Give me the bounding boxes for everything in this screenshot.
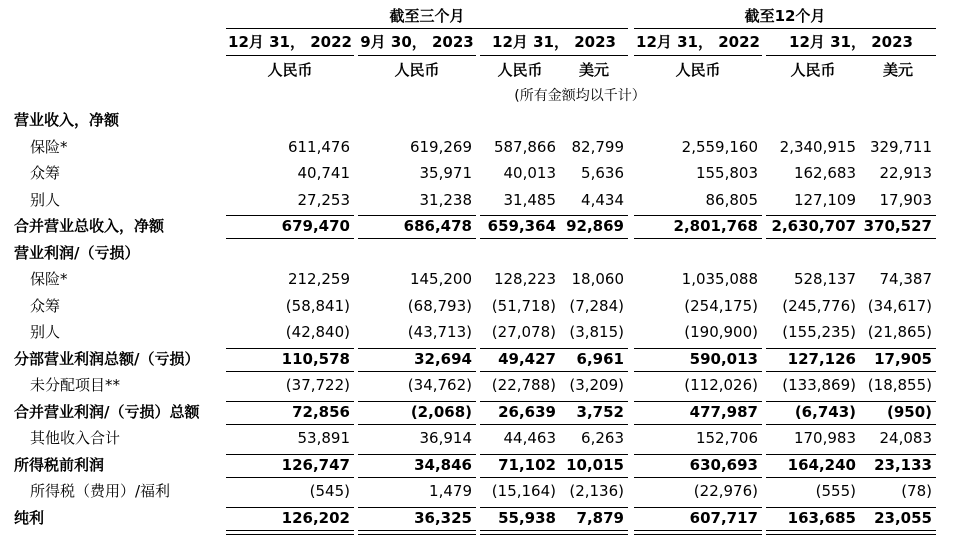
value-cell: 2,801,768 <box>673 217 758 235</box>
value-cell: 164,240 <box>787 455 856 474</box>
total-rule <box>480 238 560 239</box>
total-rule <box>480 477 560 478</box>
value-cell: (3,815) <box>569 323 624 341</box>
value-cell: 630,693 <box>689 455 758 474</box>
total-rule <box>560 424 628 425</box>
value-cell: (155,235) <box>782 323 856 341</box>
group-header-rule <box>634 28 936 29</box>
value-cell: (42,840) <box>285 323 350 341</box>
total-rule <box>560 401 628 402</box>
value-cell: 6,961 <box>576 349 624 368</box>
total-rule <box>226 424 354 425</box>
value-cell: 212,259 <box>287 270 350 288</box>
value-cell: 53,891 <box>297 429 350 447</box>
value-cell: 23,055 <box>874 508 932 527</box>
value-cell: 6,263 <box>581 429 624 447</box>
value-cell: (22,788) <box>491 376 556 394</box>
total-rule <box>358 348 476 349</box>
row-label: 众筹 <box>30 164 61 182</box>
total-rule <box>634 454 762 455</box>
total-rule <box>358 477 476 478</box>
double-total-rule <box>560 530 628 535</box>
value-cell: 27,253 <box>297 190 350 209</box>
double-total-rule <box>860 530 936 535</box>
total-rule <box>480 507 560 508</box>
total-rule <box>860 507 936 508</box>
value-cell: (190,900) <box>684 323 758 341</box>
value-cell: 587,866 <box>493 137 556 156</box>
row-label: 所得税前利润 <box>14 455 105 474</box>
value-cell: (22,976) <box>693 482 758 500</box>
value-cell: 110,578 <box>281 349 350 368</box>
total-rule <box>560 454 628 455</box>
value-cell: 162,683 <box>793 164 856 182</box>
value-cell: 49,427 <box>498 349 556 368</box>
value-cell: 17,905 <box>874 349 932 368</box>
row-label: 别人 <box>30 190 61 209</box>
total-rule <box>766 215 860 216</box>
value-cell: (555) <box>815 482 856 500</box>
total-rule <box>358 454 476 455</box>
date-header: 12月 31， 2023 <box>789 33 913 51</box>
total-rule <box>480 215 560 216</box>
total-rule <box>560 348 628 349</box>
currency-header: 人民币 <box>675 61 721 79</box>
total-rule <box>860 401 936 402</box>
total-rule <box>480 348 560 349</box>
value-cell: 31,238 <box>419 190 472 209</box>
total-rule <box>634 215 762 216</box>
total-rule <box>358 401 476 402</box>
total-rule <box>634 238 762 239</box>
value-cell: (6,743) <box>794 402 856 421</box>
value-cell: 686,478 <box>403 217 472 235</box>
total-rule <box>860 348 936 349</box>
value-cell: 71,102 <box>498 455 556 474</box>
value-cell: 32,694 <box>414 349 472 368</box>
value-cell: 22,913 <box>879 164 932 182</box>
total-rule <box>766 401 860 402</box>
value-cell: 26,639 <box>498 402 556 421</box>
value-cell: (245,776) <box>782 296 856 315</box>
total-rule <box>358 424 476 425</box>
value-cell: 74,387 <box>879 270 932 288</box>
value-cell: 528,137 <box>793 270 856 288</box>
value-cell: 1,479 <box>429 482 472 500</box>
total-rule <box>358 238 476 239</box>
value-cell: (27,078) <box>491 323 556 341</box>
value-cell: 329,711 <box>869 137 932 156</box>
value-cell: 155,803 <box>695 164 758 182</box>
currency-header: 美元 <box>882 61 913 79</box>
total-rule <box>480 454 560 455</box>
value-cell: 24,083 <box>879 429 932 447</box>
value-cell: 82,799 <box>571 137 624 156</box>
value-cell: 18,060 <box>571 270 624 288</box>
double-total-rule <box>480 530 560 535</box>
value-cell: 31,485 <box>503 190 556 209</box>
value-cell: (133,869) <box>782 376 856 394</box>
double-total-rule <box>766 530 860 535</box>
row-label: 众筹 <box>30 296 61 315</box>
total-rule <box>226 477 354 478</box>
value-cell: (15,164) <box>491 482 556 500</box>
total-rule <box>358 215 476 216</box>
double-total-rule <box>358 530 476 535</box>
total-rule <box>766 348 860 349</box>
value-cell: 40,741 <box>297 164 350 182</box>
total-rule <box>560 371 628 372</box>
row-label: 合并营业利润/（亏损）总额 <box>14 402 200 421</box>
date-header-rule <box>358 55 476 56</box>
value-cell: 35,971 <box>419 164 472 182</box>
date-header-rule <box>634 55 762 56</box>
total-rule <box>226 507 354 508</box>
total-rule <box>560 238 628 239</box>
total-rule <box>860 371 936 372</box>
total-rule <box>766 507 860 508</box>
total-rule <box>634 424 762 425</box>
value-cell: 36,914 <box>419 429 472 447</box>
total-rule <box>860 215 936 216</box>
total-rule <box>560 507 628 508</box>
group-header-rule <box>226 28 628 29</box>
value-cell: (51,718) <box>491 296 556 315</box>
row-label: 营业收入，净额 <box>14 111 120 129</box>
row-label: 合并营业总收入，净额 <box>14 217 165 235</box>
total-rule <box>226 215 354 216</box>
value-cell: 163,685 <box>787 508 856 527</box>
value-cell: 44,463 <box>503 429 556 447</box>
value-cell: (254,175) <box>684 296 758 315</box>
value-cell: 72,856 <box>292 402 350 421</box>
value-cell: 1,035,088 <box>681 270 758 288</box>
row-label: 纯利 <box>14 508 45 527</box>
value-cell: 40,013 <box>503 164 556 182</box>
value-cell: 370,527 <box>863 217 932 235</box>
value-cell: 127,126 <box>787 349 856 368</box>
value-cell: (545) <box>309 482 350 500</box>
row-label: 保险* <box>30 137 68 156</box>
date-header-rule <box>480 55 628 56</box>
double-total-rule <box>634 530 762 535</box>
total-rule <box>358 371 476 372</box>
row-label: 别人 <box>30 323 61 341</box>
value-cell: (37,722) <box>285 376 350 394</box>
amount-units-note: (所有金额均以千计） <box>514 88 646 104</box>
row-label: 分部营业利润总额/（亏损） <box>14 349 200 368</box>
total-rule <box>226 454 354 455</box>
value-cell: 128,223 <box>493 270 556 288</box>
value-cell: 126,202 <box>281 508 350 527</box>
value-cell: (21,865) <box>867 323 932 341</box>
currency-header: 人民币 <box>267 61 313 79</box>
value-cell: 607,717 <box>689 508 758 527</box>
date-header: 12月 31， 2023 <box>492 33 616 51</box>
twelve-month-group-header: 截至12个月 <box>744 7 826 25</box>
total-rule <box>226 401 354 402</box>
value-cell: 170,983 <box>793 429 856 447</box>
value-cell: (950) <box>886 402 932 421</box>
value-cell: 23,133 <box>874 455 932 474</box>
value-cell: 17,903 <box>879 190 932 209</box>
date-header-rule <box>226 55 354 56</box>
value-cell: 86,805 <box>705 190 758 209</box>
value-cell: 2,630,707 <box>771 217 856 235</box>
three-month-group-header: 截至三个月 <box>389 7 465 25</box>
date-header-rule <box>766 55 936 56</box>
value-cell: 477,987 <box>689 402 758 421</box>
total-rule <box>860 477 936 478</box>
total-rule <box>634 507 762 508</box>
value-cell: (43,713) <box>407 323 472 341</box>
value-cell: (58,841) <box>285 296 350 315</box>
total-rule <box>766 477 860 478</box>
total-rule <box>634 348 762 349</box>
total-rule <box>766 371 860 372</box>
total-rule <box>560 215 628 216</box>
row-label: 其他收入合计 <box>30 429 121 447</box>
total-rule <box>634 401 762 402</box>
total-rule <box>860 238 936 239</box>
total-rule <box>480 424 560 425</box>
value-cell: 611,476 <box>287 137 350 156</box>
value-cell: (34,617) <box>867 296 932 315</box>
double-total-rule <box>226 530 354 535</box>
total-rule <box>480 401 560 402</box>
value-cell: (34,762) <box>407 376 472 394</box>
value-cell: 34,846 <box>414 455 472 474</box>
row-label: 未分配项目** <box>30 376 121 394</box>
total-rule <box>226 238 354 239</box>
currency-header: 美元 <box>578 61 609 79</box>
value-cell: 10,015 <box>566 455 624 474</box>
currency-header: 人民币 <box>394 61 440 79</box>
total-rule <box>560 477 628 478</box>
date-header: 12月 31， 2022 <box>636 33 760 51</box>
row-label: 保险* <box>30 270 68 288</box>
value-cell: (68,793) <box>407 296 472 315</box>
value-cell: (78) <box>901 482 932 500</box>
row-label: 营业利润/（亏损） <box>14 243 140 262</box>
total-rule <box>860 454 936 455</box>
total-rule <box>480 371 560 372</box>
value-cell: 679,470 <box>281 217 350 235</box>
value-cell: 659,364 <box>487 217 556 235</box>
total-rule <box>766 424 860 425</box>
total-rule <box>226 348 354 349</box>
total-rule <box>226 371 354 372</box>
value-cell: (3,209) <box>569 376 624 394</box>
value-cell: 55,938 <box>498 508 556 527</box>
date-header: 12月 31， 2022 <box>228 33 352 51</box>
row-label: 所得税（费用）/福利 <box>30 482 171 500</box>
value-cell: 590,013 <box>689 349 758 368</box>
value-cell: (2,068) <box>410 402 472 421</box>
value-cell: (7,284) <box>569 296 624 315</box>
total-rule <box>766 238 860 239</box>
currency-header: 人民币 <box>790 61 836 79</box>
value-cell: (2,136) <box>569 482 624 500</box>
value-cell: (112,026) <box>684 376 758 394</box>
value-cell: 127,109 <box>793 190 856 209</box>
value-cell: 145,200 <box>409 270 472 288</box>
value-cell: 152,706 <box>695 429 758 447</box>
value-cell: (18,855) <box>867 376 932 394</box>
total-rule <box>358 507 476 508</box>
total-rule <box>634 477 762 478</box>
value-cell: 36,325 <box>414 508 472 527</box>
value-cell: 2,559,160 <box>681 137 758 156</box>
currency-header: 人民币 <box>497 61 543 79</box>
total-rule <box>634 371 762 372</box>
total-rule <box>766 454 860 455</box>
value-cell: 2,340,915 <box>779 137 856 156</box>
value-cell: 92,869 <box>566 217 624 235</box>
value-cell: 3,752 <box>576 402 624 421</box>
date-header: 9月 30， 2023 <box>360 33 474 51</box>
total-rule <box>860 424 936 425</box>
value-cell: 4,434 <box>581 190 624 209</box>
value-cell: 619,269 <box>409 137 472 156</box>
value-cell: 5,636 <box>581 164 624 182</box>
value-cell: 7,879 <box>576 508 624 527</box>
value-cell: 126,747 <box>281 455 350 474</box>
